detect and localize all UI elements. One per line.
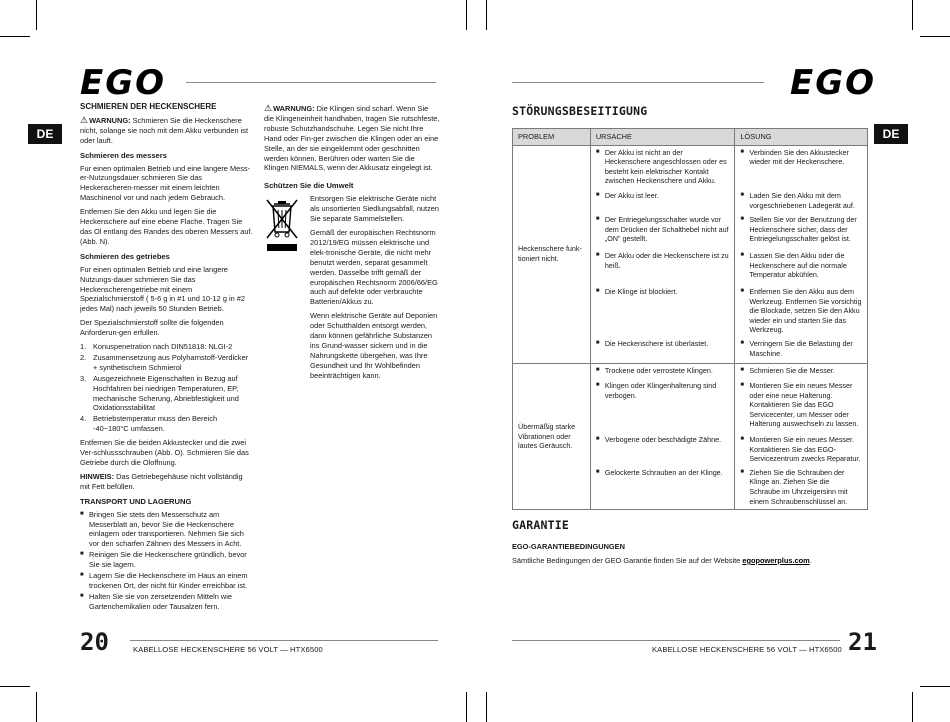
cause-cell: ■ Die Klinge ist blockiert. bbox=[590, 285, 735, 337]
list-item: 4. Betriebstemperatur muss den Bereich -40~180°C umfassen. bbox=[80, 414, 218, 434]
header-rule-right bbox=[512, 82, 764, 83]
cause-cell: ■ Klingen oder Klingenhalterung sind verbogen. bbox=[590, 379, 735, 433]
list-item: 2. Zusammensetzung aus Polyharnstoff-Verdicker + synthetischem Schmierol bbox=[80, 352, 249, 372]
bullet-icon: ■ bbox=[595, 382, 600, 389]
bullet-icon: ■ bbox=[740, 148, 744, 155]
solution-cell: ■ Lassen Sie den Akku oder die Heckenschere auf die normale Temperatur abkühlen. bbox=[735, 249, 868, 285]
page-number-left: 20 bbox=[80, 628, 109, 656]
bullet-icon: ■ bbox=[80, 572, 84, 579]
bullet-icon: ■ bbox=[595, 252, 600, 259]
cause-cell: ■ Der Akku ist nicht an der Heckenschere angeschlossen oder es besteht kein elektrischer Kontakt zwischen Heckenschere und Akku. bbox=[590, 145, 735, 189]
warning-triangle-icon: ⚠ bbox=[264, 103, 273, 113]
environment-text bbox=[310, 194, 440, 384]
paragraph-remove-plugs: Entfernen Sie die beiden Akkustecker und die zwei Ver-schlussschrauben (Abb. O). Schmieren Sie das Getriebe durch die Oloffnung. bbox=[80, 438, 249, 467]
crop-mark bbox=[912, 0, 913, 30]
paragraph-getriebe-2: Der Spezialschmierstoff sollte die folgenden Anforderun-gen erfullen. bbox=[80, 318, 224, 338]
crop-mark bbox=[36, 0, 37, 30]
ego-logo-left: EGO bbox=[80, 63, 167, 103]
problem-cell: Übermäßig starke Vibrationen oder lautes Geräusch. bbox=[513, 363, 591, 510]
bullet-icon: ■ bbox=[740, 192, 744, 199]
env-paragraph-2: Gemäß der europäischen Rechtsnorm 2012/19/EG müssen elektrische und elek-tronische Geräte, die nicht mehr benutzt werden, separat gesammelt werden. Dasselbe trifft gemäß der europäischen Rechtsnorm 2006/66/EG auch auf defekte oder verbrauchte Batterien/Akkus zu. bbox=[310, 227, 438, 307]
garantie-title: GARANTIE bbox=[512, 518, 569, 532]
bullet-icon: ■ bbox=[595, 216, 600, 223]
crop-mark bbox=[36, 692, 37, 722]
solution-cell: ■ Stellen Sie vor der Benutzung der Heckenschere sicher, dass der Entriegelungsschalter gelöst ist. bbox=[735, 213, 868, 249]
hinweis-label: HINWEIS: bbox=[80, 471, 115, 481]
section-title-schmieren: SCHMIEREN DER HECKENSCHERE bbox=[80, 102, 217, 111]
crop-mark bbox=[0, 686, 30, 687]
troubleshooting-title: STÖRUNGSBESEITIGUNG bbox=[512, 104, 648, 118]
weee-crossed-bin-icon bbox=[264, 196, 300, 384]
bullet-icon: ■ bbox=[595, 288, 600, 295]
warning-label: WARNUNG: bbox=[89, 115, 131, 125]
warning-triangle-icon: ⚠ bbox=[80, 114, 89, 125]
heading-messer: Schmieren des messers bbox=[80, 150, 167, 160]
cause-cell: ■ Verbogene oder beschädigte Zähne. bbox=[590, 433, 735, 466]
bullet-icon: ■ bbox=[740, 340, 744, 347]
crop-mark bbox=[466, 692, 467, 722]
heading-umwelt: Schützen Sie die Umwelt bbox=[264, 181, 354, 191]
bullet-icon: ■ bbox=[80, 592, 84, 599]
requirements-list bbox=[80, 342, 254, 434]
garantie-block bbox=[512, 542, 872, 570]
crop-mark bbox=[0, 36, 30, 37]
blade-warning-paragraph bbox=[264, 104, 440, 173]
solution-cell: ■ Schmieren Sie die Messer. bbox=[735, 363, 868, 379]
list-item: ■ Halten Sie sie von zersetzenden Mitteln wie Gartenchemikalien oder Tausalzen fern. bbox=[80, 591, 232, 611]
crop-mark bbox=[486, 0, 487, 30]
egopowerplus-link[interactable]: egopowerplus.com bbox=[742, 555, 810, 565]
bullet-icon: ■ bbox=[595, 148, 600, 155]
bullet-icon: ■ bbox=[740, 436, 744, 443]
problem-cell: Heckenschere funk-tioniert nicht. bbox=[513, 145, 591, 363]
left-column-1 bbox=[80, 102, 254, 614]
cause-cell: ■ Die Heckenschere ist überlastet. bbox=[590, 337, 735, 363]
warning-label: WARNUNG: bbox=[273, 104, 315, 113]
bullet-icon: ■ bbox=[80, 551, 84, 558]
header-loesung: LÖSUNG bbox=[735, 129, 868, 146]
list-item: 1. Konuspenetration nach DIN51818: NLGI-2 bbox=[80, 342, 233, 352]
heading-getriebe: Schmieren des getriebes bbox=[80, 251, 170, 261]
bullet-icon: ■ bbox=[740, 366, 744, 373]
hinweis-text: Das Getriebegehäuse nicht vollständig mit Fett befüllen. bbox=[80, 471, 243, 491]
header-problem: PROBLEM bbox=[513, 129, 591, 146]
ego-logo-right: EGO bbox=[790, 63, 877, 103]
bullet-icon: ■ bbox=[740, 216, 744, 223]
troubleshooting-table bbox=[512, 128, 868, 510]
bullet-icon: ■ bbox=[595, 436, 600, 443]
language-tab-right: DE bbox=[874, 124, 908, 144]
header-rule-left bbox=[186, 82, 436, 83]
list-item: 3. Ausgezeichnete Eigenschaften in Bezug auf Hochfahren bei niedrigen Temperaturen, EP, mechanische Scherung, Abriebfestigkeit und Oxidationsstabilitat bbox=[80, 373, 239, 413]
environment-block bbox=[264, 194, 440, 384]
list-item: ■ Lagern Sie die Heckenschere im Haus an einem trockenen Ort, der nicht für Kinder erreichbar ist. bbox=[80, 571, 248, 590]
cause-cell: ■ Gelockerte Schrauben an der Klinge. bbox=[590, 466, 735, 510]
solution-cell: ■ Entfernen Sie den Akku aus dem Werkzeug. Entfernen Sie vorsichtig die Blockade, setzen Sie den Akku wieder ein und starten Sie das Werkzeug. bbox=[735, 285, 868, 337]
cause-cell: ■ Der Akku ist leer. bbox=[590, 189, 735, 213]
solution-cell: ■ Montieren Sie ein neues Messer. Kontaktieren Sie das EGO-Servicezentrum zwecks Reparatur. bbox=[735, 433, 868, 466]
env-paragraph-1: Entsorgen Sie elektrische Geräte nicht als unsortierten Siedlungsabfall, nutzen Sie separate Sammelstellen. bbox=[310, 194, 440, 224]
table-header-row bbox=[513, 129, 868, 146]
paragraph-messer-1: Fur einen optimalen Betrieb und eine langere Mess-er-Nutzungsdauer schmieren Sie das Heckenscheren-messer mit einem leichten Maschinenol vor und nach jedem Gebrauch. bbox=[80, 163, 251, 203]
warning-text: Die Klingen sind scharf. Wenn Sie die Klingeneinheit handhaben, tragen Sie rutschfeste, robuste Schutzhandschuhe. Legen Sie nicht Ihre Hand oder Fin-ger zwischen die Klingen oder an eine Stelle, an der sie eingeklemmt oder geschnitten werden können. Berühren oder warten Sie die Klingen NIEMALS, wenn der Akkusatz eingelegt ist. bbox=[264, 104, 440, 173]
transport-list bbox=[80, 510, 254, 612]
table-row bbox=[513, 363, 868, 379]
footer-rule-left bbox=[130, 640, 438, 641]
crop-mark bbox=[486, 692, 487, 722]
hinweis-paragraph bbox=[80, 472, 254, 492]
crop-mark bbox=[920, 686, 950, 687]
footer-title-right: KABELLOSE HECKENSCHERE 56 VOLT — HTX6500 bbox=[652, 645, 842, 654]
table-row bbox=[513, 145, 868, 189]
page-number-right: 21 bbox=[848, 628, 877, 656]
paragraph-messer-2: Entfernen Sie den Akku und legen Sie die Heckenschere auf eine ebene Flache. Tragen Sie das Ol entlang des Randes des oberen Messers auf. (Abb. N). bbox=[80, 207, 253, 246]
garantie-subtitle: EGO-GARANTIEBEDINGUNGEN bbox=[512, 542, 625, 551]
language-tab-left: DE bbox=[28, 124, 62, 144]
bullet-icon: ■ bbox=[595, 468, 600, 475]
garantie-paragraph: Sämtliche Bedingungen der GEO Garantie finden Sie auf der Website egopowerplus.com. bbox=[512, 555, 812, 565]
warning-text: Schmieren Sie die Heckenschere nicht, solange sie noch mit dem Akku verbunden ist oder lauft. bbox=[80, 115, 249, 145]
bullet-icon: ■ bbox=[740, 252, 744, 259]
list-item: ■ Reinigen Sie die Heckenschere gründlich, bevor Sie sie lagern. bbox=[80, 550, 247, 570]
bullet-icon: ■ bbox=[80, 510, 84, 517]
bullet-icon: ■ bbox=[740, 382, 744, 389]
left-column-2 bbox=[264, 104, 440, 385]
cause-cell: ■ Trockene oder verrostete Klingen. bbox=[590, 363, 735, 379]
solution-cell: ■ Verringern Sie die Belastung der Maschine. bbox=[735, 337, 868, 363]
crop-mark bbox=[920, 36, 950, 37]
warning-paragraph bbox=[80, 116, 254, 146]
bullet-icon: ■ bbox=[595, 192, 600, 199]
solution-cell: ■ Verbinden Sie den Akkustecker wieder mit der Heckenschere. bbox=[735, 145, 868, 189]
bullet-icon: ■ bbox=[595, 340, 600, 347]
bullet-icon: ■ bbox=[740, 288, 744, 295]
solution-cell: ■ Laden Sie den Akku mit dem vorgeschriebenen Ladegerät auf. bbox=[735, 189, 868, 213]
bullet-icon: ■ bbox=[595, 366, 600, 373]
solution-cell: ■ Ziehen Sie die Schrauben der Klinge an. Ziehen Sie die Schraube im Uhrzeigersinn mit einem Schraubenschlüssel an. bbox=[735, 466, 868, 510]
env-paragraph-3: Wenn elektrische Geräte auf Deponien oder Schutthalden entsorgt werden, dann können gefährliche Substanzen ins Grund-wasser sickern und in die Nahrungskette übergehen, was Ihre Gesundheit und Ihr Wohlbefinden beeinträchtigen kann. bbox=[310, 311, 438, 380]
crop-mark bbox=[466, 0, 467, 30]
heading-transport: TRANSPORT UND LAGERUNG bbox=[80, 496, 192, 506]
footer-title-left: KABELLOSE HECKENSCHERE 56 VOLT — HTX6500 bbox=[133, 645, 323, 654]
cause-cell: ■ Der Akku oder die Heckenschere ist zu heiß. bbox=[590, 249, 735, 285]
paragraph-getriebe-1: Fur einen optimalen Betrieb und eine langere Nutzungs-dauer schmieren Sie das Heckenscherengetriebe mit einem Spezialschmierstoff ( 5-6 g in #1 und 10-12 g in #2 jedes Mal) nach jeweils 50 Stunden Betrieb. bbox=[80, 264, 246, 314]
crop-mark bbox=[912, 692, 913, 722]
list-item: ■ Bringen Sie stets den Messerschutz am Messerblatt an, bevor Sie die Heckenschere einlagern oder transportieren. Nehmen Sie sich vor den scharfen Zähnen des Messers in Acht. bbox=[80, 509, 244, 549]
cause-cell: ■ Der Entriegelungsschalter wurde vor dem Drücken der Schalthebel nicht auf „ON" gestellt. bbox=[590, 213, 735, 249]
header-ursache: URSACHE bbox=[590, 129, 735, 146]
footer-rule-right bbox=[512, 640, 840, 641]
solution-cell: ■ Montieren Sie ein neues Messer oder eine neue Halterung. Kontaktieren Sie das EGO Servicecenter, um Messer oder Halterung auswechseln zu lassen. bbox=[735, 379, 868, 433]
bullet-icon: ■ bbox=[740, 468, 744, 475]
